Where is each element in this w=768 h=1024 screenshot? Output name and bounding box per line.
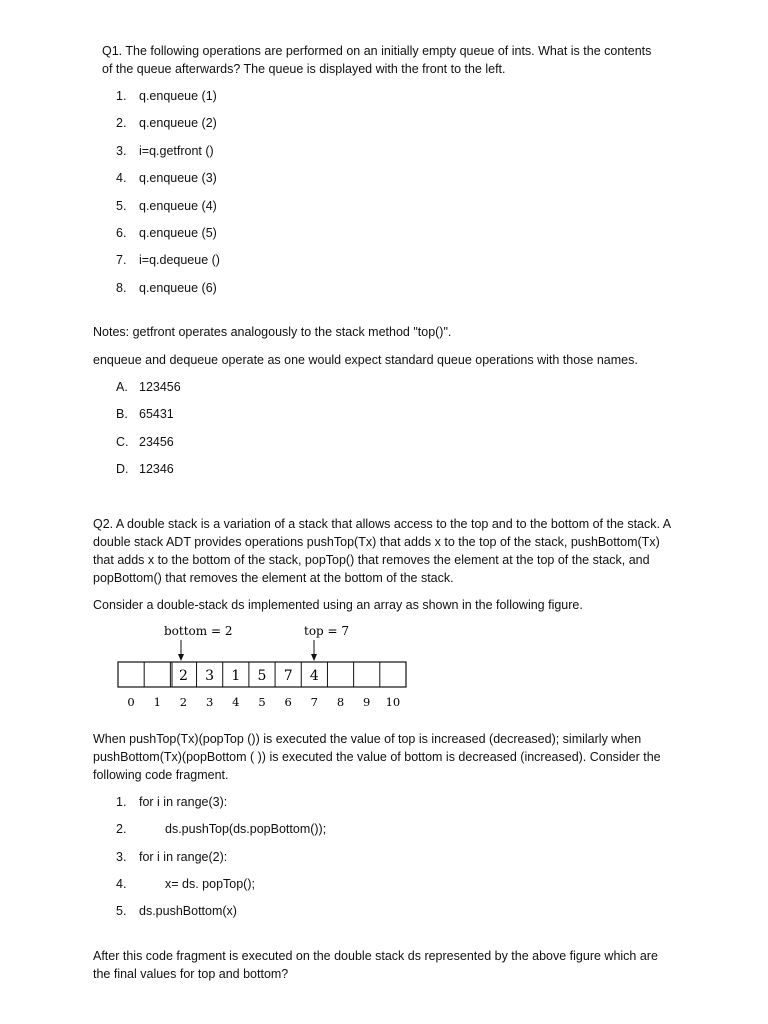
q1-note-getfront: Notes: getfront operates analogously to the stack method "top()". <box>93 325 452 339</box>
q1-question: Q1. The following operations are performed on an initially empty queue of ints. What is the contents of the queue afterwards? The queue is displayed with the front to the left. <box>102 44 652 76</box>
bottom-arrow-icon <box>178 654 184 661</box>
array-index-label: 6 <box>284 695 292 709</box>
array-index-label: 3 <box>205 695 214 709</box>
array-cell-value: 3 <box>205 668 215 684</box>
array-index-label: 1 <box>153 695 161 709</box>
code-line: 2. ds.pushTop(ds.popBottom()); <box>116 822 327 837</box>
top-arrow-icon <box>311 654 317 661</box>
array-cell-value: 2 <box>178 668 188 684</box>
q1-operations-list <box>116 87 220 306</box>
q1-note-enqueue: enqueue and dequeue operate as one would expect standard queue operations with those names. <box>93 353 638 367</box>
array-cell-value: 7 <box>283 668 293 684</box>
array-index-label: 8 <box>336 695 345 709</box>
choice-b[interactable]: B. 65431 <box>116 407 174 422</box>
array-index-label: 10 <box>385 695 401 709</box>
q2-consider: Consider a double-stack ds implemented using an array as shown in the following figure. <box>93 598 583 612</box>
array-index-label: 2 <box>179 695 188 709</box>
array-cell-value: 4 <box>309 668 319 684</box>
choice-a[interactable]: A. 123456 <box>116 380 181 394</box>
list-item: 5. q.enqueue (4) <box>116 198 217 213</box>
code-line: 3. for i in range(2): <box>116 849 228 864</box>
bottom-label: bottom = 2 <box>164 624 233 638</box>
q2-explanation: When pushTop(Tx)(popTop ()) is executed the value of top is increased (decreased); similarly when pushBottom(Tx)(popBottom ( )) is executed the value of bottom is decreased (increased). Consider the following code fragment. <box>93 732 661 782</box>
code-line: 5. ds.pushBottom(x) <box>116 904 237 919</box>
choice-d[interactable]: D. 12346 <box>116 462 174 477</box>
choice-c[interactable]: C. 23456 <box>116 434 174 449</box>
array-index-label: 0 <box>127 695 135 709</box>
array-index-label: 7 <box>310 695 319 709</box>
list-item: 2. q.enqueue (2) <box>116 116 217 131</box>
array-cell-value: 5 <box>257 668 267 684</box>
list-item: 4. q.enqueue (3) <box>116 171 217 186</box>
q2-intro: Q2. A double stack is a variation of a stack that allows access to the top and to the bottom of the stack. A double stack ADT provides operations pushTop(Tx) that adds x to the top of the stack, pushBottom(Tx) that adds x to the bottom of the stack, popTop() that removes the element at the top of the stack, and popBottom() that removes the element at the bottom of the stack. <box>93 517 671 585</box>
list-item: 3. i=q.getfront () <box>116 143 214 158</box>
top-label: top = 7 <box>304 624 350 638</box>
q1-choices-list <box>116 378 181 488</box>
double-stack-figure <box>112 620 412 710</box>
code-line: 4. x= ds. popTop(); <box>116 876 255 891</box>
q2-code-list <box>116 793 326 929</box>
array-index-label: 9 <box>363 695 371 709</box>
array-index-label: 5 <box>258 695 266 709</box>
q2-final-question: After this code fragment is executed on the double stack ds represented by the above figure which are the final values for top and bottom? <box>93 949 658 981</box>
code-line: 1. for i in range(3): <box>116 795 228 809</box>
list-item: 1. q.enqueue (1) <box>116 89 217 103</box>
array-index-label: 4 <box>232 695 240 709</box>
array-cell-value: 1 <box>231 668 241 684</box>
list-item: 6. q.enqueue (5) <box>116 225 217 240</box>
list-item: 8. q.enqueue (6) <box>116 280 217 295</box>
list-item: 7. i=q.dequeue () <box>116 253 220 268</box>
